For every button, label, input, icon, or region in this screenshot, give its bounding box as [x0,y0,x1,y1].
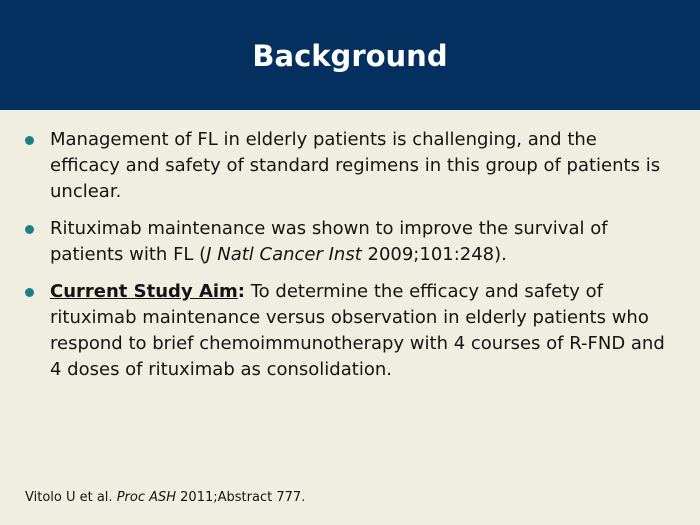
bullet-text: To determine the efficacy and safety of rituximab maintenance versus observation in elderly patients who respond to brief chemoimmunotherapy with 4 courses of R-FND and 4 doses of rituximab as consolidation. [50,281,665,380]
bullet-text: Rituximab maintenance was shown to improve the survival of patients with FL ( [50,218,608,265]
title-banner [0,0,700,110]
bullet-item-rituximab-maintenance [0,216,700,268]
bullet-item-study-aim [0,279,700,383]
journal-name: J Natl Cancer Inst [206,244,362,265]
slide-title: Background [252,39,448,73]
footnote-authors: Vitolo U et al. [25,490,117,505]
citation-details: 2009;101:248). [361,244,507,265]
footnote-source: Proc ASH [116,490,177,505]
bullet-dot-icon [25,225,34,234]
bullet-list [0,127,700,394]
study-aim-colon: : [237,281,245,302]
study-aim-label: Current Study Aim [50,281,238,302]
bullet-item-management [0,127,700,205]
bullet-dot-icon [25,136,34,145]
bullet-dot-icon [25,288,34,297]
bullet-text: Management of FL in elderly patients is challenging, and the efficacy and safety of standard regimens in this group of patients is unclear. [50,129,661,202]
footnote-details: 2011;Abstract 777. [176,490,306,505]
footnote [25,489,305,507]
